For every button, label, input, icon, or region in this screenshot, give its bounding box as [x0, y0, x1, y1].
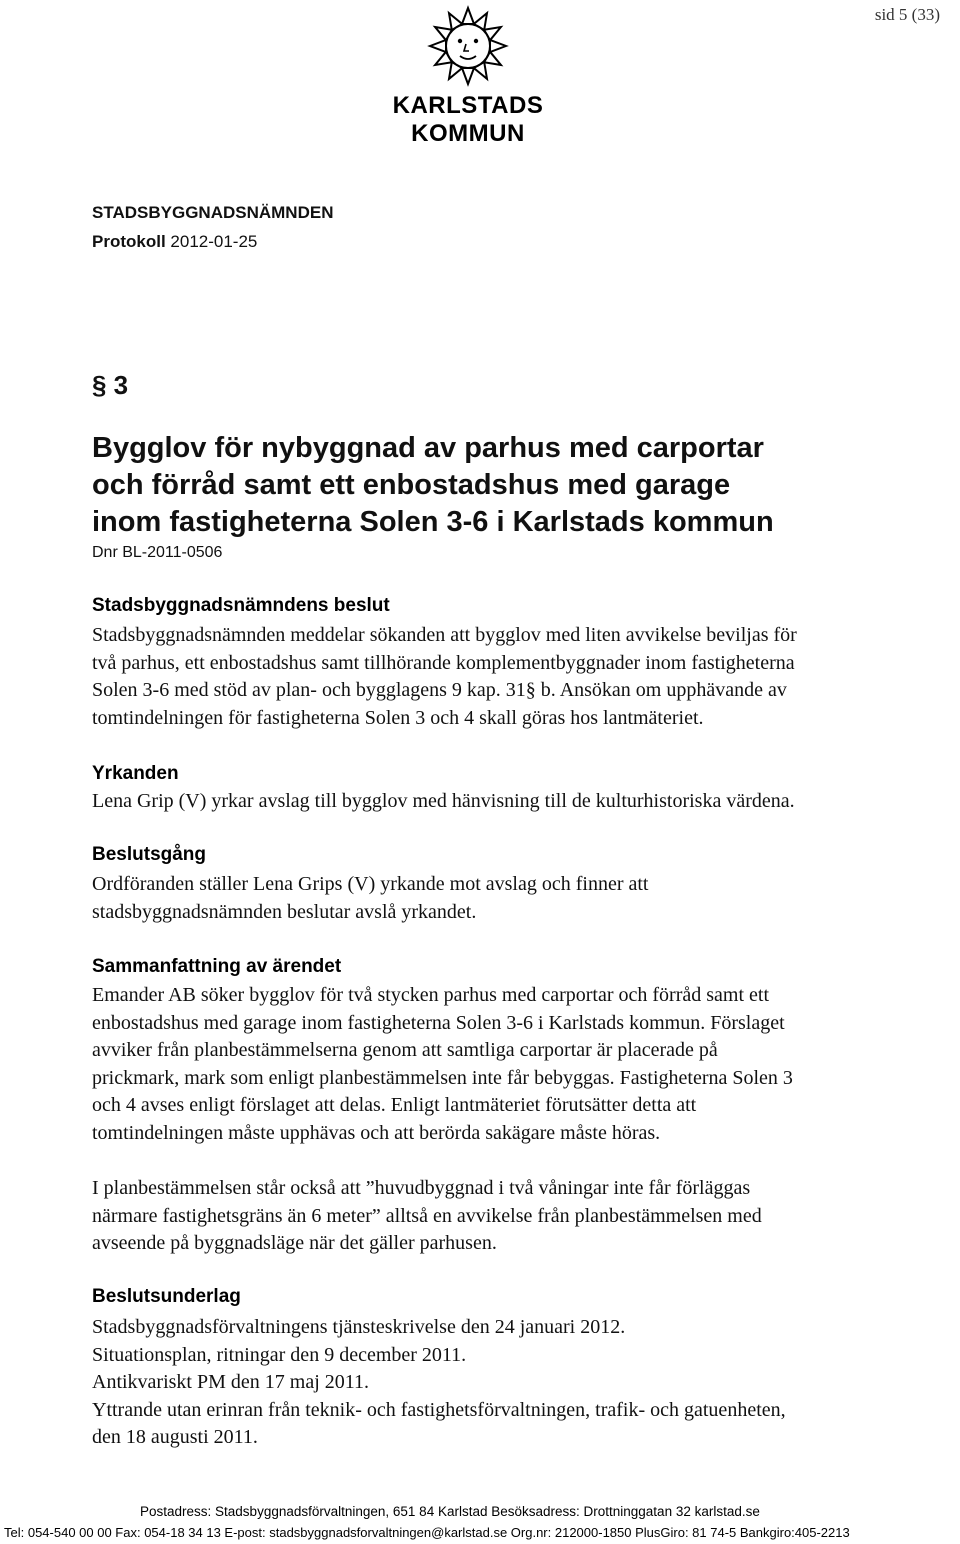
title-line: Bygglov för nybyggnad av parhus med carportar	[92, 432, 764, 464]
text-line: tomtindelningen för fastigheterna Solen 3 och 4 skall göras hos lantmäteriet.	[92, 706, 704, 729]
text-line: avseende på byggnadsläge när det gäller parhusen.	[92, 1232, 497, 1254]
protocol-line	[92, 232, 257, 252]
page-number: sid 5 (33)	[874, 5, 940, 24]
heading-sammanfattning: Sammanfattning av ärendet	[92, 956, 342, 977]
text-line: den 18 augusti 2011.	[92, 1426, 258, 1448]
logo-text: KARLSTADS KOMMUN	[392, 92, 544, 147]
text-line: Stadsbyggnadsnämnden meddelar sökanden att bygglov med liten avvikelse beviljas för	[92, 624, 797, 646]
text-line: Situationsplan, ritningar den 9 december 2011.	[92, 1343, 467, 1366]
beslutsunderlag-text	[92, 1314, 892, 1452]
text-line: Lena Grip (V) yrkar avslag till bygglov med hänvisning till de kulturhistoriska värdena.	[92, 790, 795, 812]
document-title	[92, 430, 922, 541]
title-line: inom fastigheterna Solen 3-6 i Karlstads kommun	[92, 506, 774, 538]
dnr: Dnr BL-2011-0506	[92, 544, 223, 561]
text-line: Ordföranden ställer Lena Grips (V) yrkande mot avslag och finner att	[92, 873, 649, 895]
text-line: närmare fastighetsgräns än 6 meter” alltså en avvikelse från planbestämmelsen med	[92, 1204, 762, 1227]
heading-beslutsunderlag: Beslutsunderlag	[92, 1286, 241, 1307]
protocol-date: 2012-01-25	[170, 232, 258, 251]
sammanfattning-text	[92, 982, 872, 1147]
text-line: Emander AB söker bygglov för två stycken parhus med carportar och förråd samt ett	[92, 984, 770, 1006]
text-line: tomtindelningen måste upphävas och att berörda sakägare måste höras.	[92, 1121, 661, 1144]
text-line: Antikvariskt PM den 17 maj 2011.	[92, 1371, 370, 1393]
sammanfattning-text-2	[92, 1175, 872, 1258]
text-line: Stadsbyggnadsförvaltningens tjänsteskrivelse den 24 januari 2012.	[92, 1316, 626, 1338]
beslut-text	[92, 622, 872, 732]
text-line: och 4 avses enligt förslaget att delas. Enligt lantmäteriet förutsätter detta att	[92, 1094, 697, 1116]
text-line: I planbestämmelsen står också att ”huvudbyggnad i två våningar inte får förläggas	[92, 1177, 751, 1199]
text-line: två parhus, ett enbostadshus samt tillhörande komplementbyggnader inom fastigheterna	[92, 651, 795, 674]
text-line: enbostadshus med garage inom fastigheterna Solen 3-6 i Karlstads kommun. Förslaget	[92, 1011, 785, 1034]
heading-beslutsgang: Beslutsgång	[92, 844, 207, 865]
text-line: Solen 3-6 med stöd av plan- och bygglagens 9 kap. 31§ b. Ansökan om upphävande av	[92, 679, 787, 701]
heading-beslut: Stadsbyggnadsnämndens beslut	[92, 595, 390, 616]
heading-yrkanden: Yrkanden	[92, 763, 179, 784]
text-line: Yttrande utan erinran från teknik- och fastighetsförvaltningen, trafik- och gatuenheten,	[92, 1398, 786, 1421]
yrkanden-text	[92, 788, 892, 816]
org-name: STADSBYGGNADSNÄMNDEN	[92, 203, 334, 222]
paragraph-number: § 3	[92, 370, 129, 400]
text-line: stadsbyggnadsnämnden beslutar avslå yrkandet.	[92, 900, 477, 923]
footer-contact: Tel: 054-540 00 00 Fax: 054-18 34 13 E-post: stadsbyggnadsforvaltningen@karlstad.se Org.nr: 212000-1850 PlusGiro: 81 74-5 Bankgiro:405-2213	[4, 1525, 850, 1540]
text-line: avviker från planbestämmelserna genom att samtliga carportar är placerade på	[92, 1039, 718, 1061]
beslutsgang-text	[92, 871, 872, 926]
text-line: prickmark, mark som enligt planbestämmelsen inte får bebyggas. Fastigheterna Solen 3	[92, 1066, 793, 1089]
footer-address: Postadress: Stadsbyggnadsförvaltningen, 651 84 Karlstad Besöksadress: Drottninggatan 32 karlstad.se	[140, 1504, 760, 1519]
title-line: och förråd samt ett enbostadshus med garage	[92, 469, 731, 501]
protocol-label: Protokoll	[92, 232, 166, 251]
